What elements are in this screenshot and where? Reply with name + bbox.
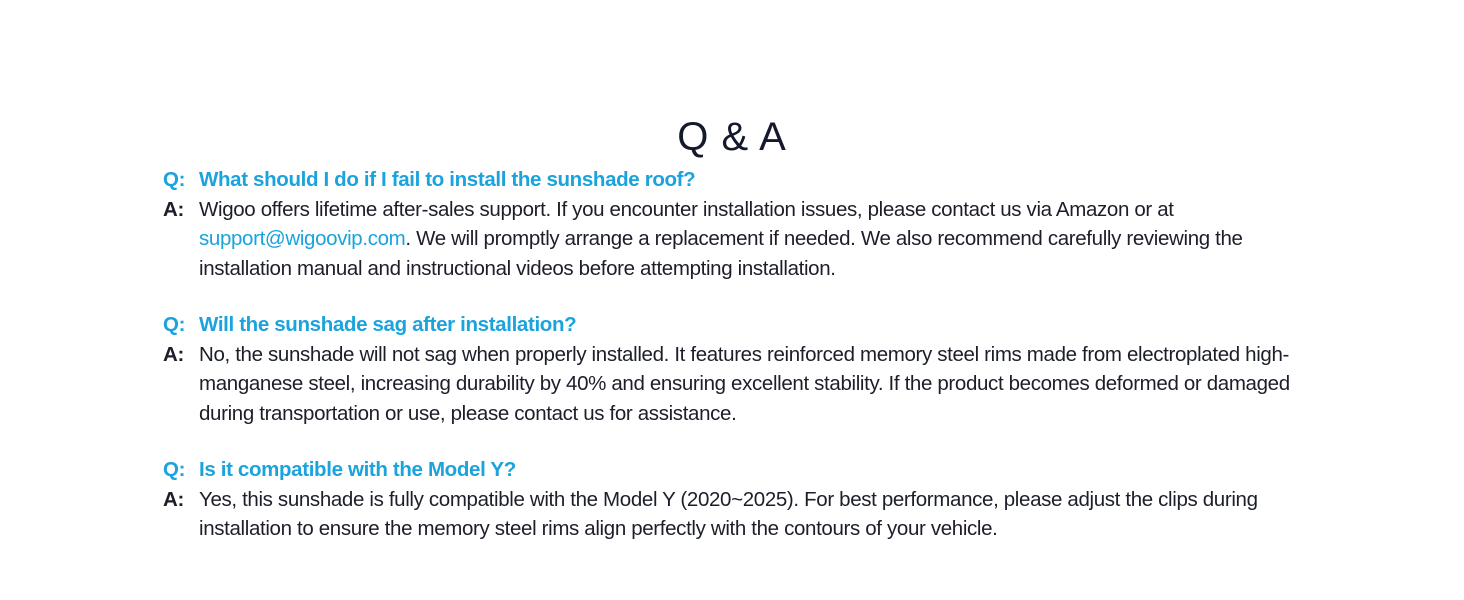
question-prefix: Q: — [163, 458, 186, 481]
answer-text-part: . We will promptly arrange a replacement if needed. We also recommend carefully reviewing the installation manual and instructional videos before attempting installation. — [199, 227, 1243, 280]
answer-row — [163, 485, 1313, 544]
question-text: Is it compatible with the Model Y? — [199, 458, 516, 481]
qa-item — [163, 165, 1313, 283]
question-row — [163, 165, 1313, 195]
qa-list — [163, 165, 1313, 571]
question-prefix: Q: — [163, 168, 186, 191]
answer-text-part: Wigoo offers lifetime after-sales support. If you encounter installation issues, please contact us via Amazon or at — [199, 197, 1174, 221]
question-row — [163, 310, 1313, 340]
answer-text: Yes, this sunshade is fully compatible with the Model Y (2020~2025). For best performance, please adjust the clips during installation to ensure the memory steel rims align perfectly with the contours of your vehicle. — [199, 487, 1258, 540]
answer-text — [199, 195, 1313, 284]
question-text: Will the sunshade sag after installation? — [199, 313, 577, 336]
support-email-link[interactable]: support@wigoovip.com — [199, 227, 406, 250]
answer-prefix: A: — [163, 197, 184, 221]
qa-item — [163, 310, 1313, 428]
answer-row — [163, 195, 1313, 284]
qa-item — [163, 455, 1313, 544]
answer-text: No, the sunshade will not sag when properly installed. It features reinforced memory steel rims made from electroplated high-manganese steel, increasing durability by 40% and ensuring excellent stability. If the product becomes deformed or damaged during transportation or use, please contact us for assistance. — [199, 342, 1290, 425]
answer-prefix: A: — [163, 487, 184, 511]
answer-row — [163, 340, 1313, 429]
question-text: What should I do if I fail to install the sunshade roof? — [199, 168, 696, 191]
question-row — [163, 455, 1313, 485]
question-prefix: Q: — [163, 313, 186, 336]
page-title: Q & A — [677, 114, 787, 159]
answer-prefix: A: — [163, 342, 184, 366]
